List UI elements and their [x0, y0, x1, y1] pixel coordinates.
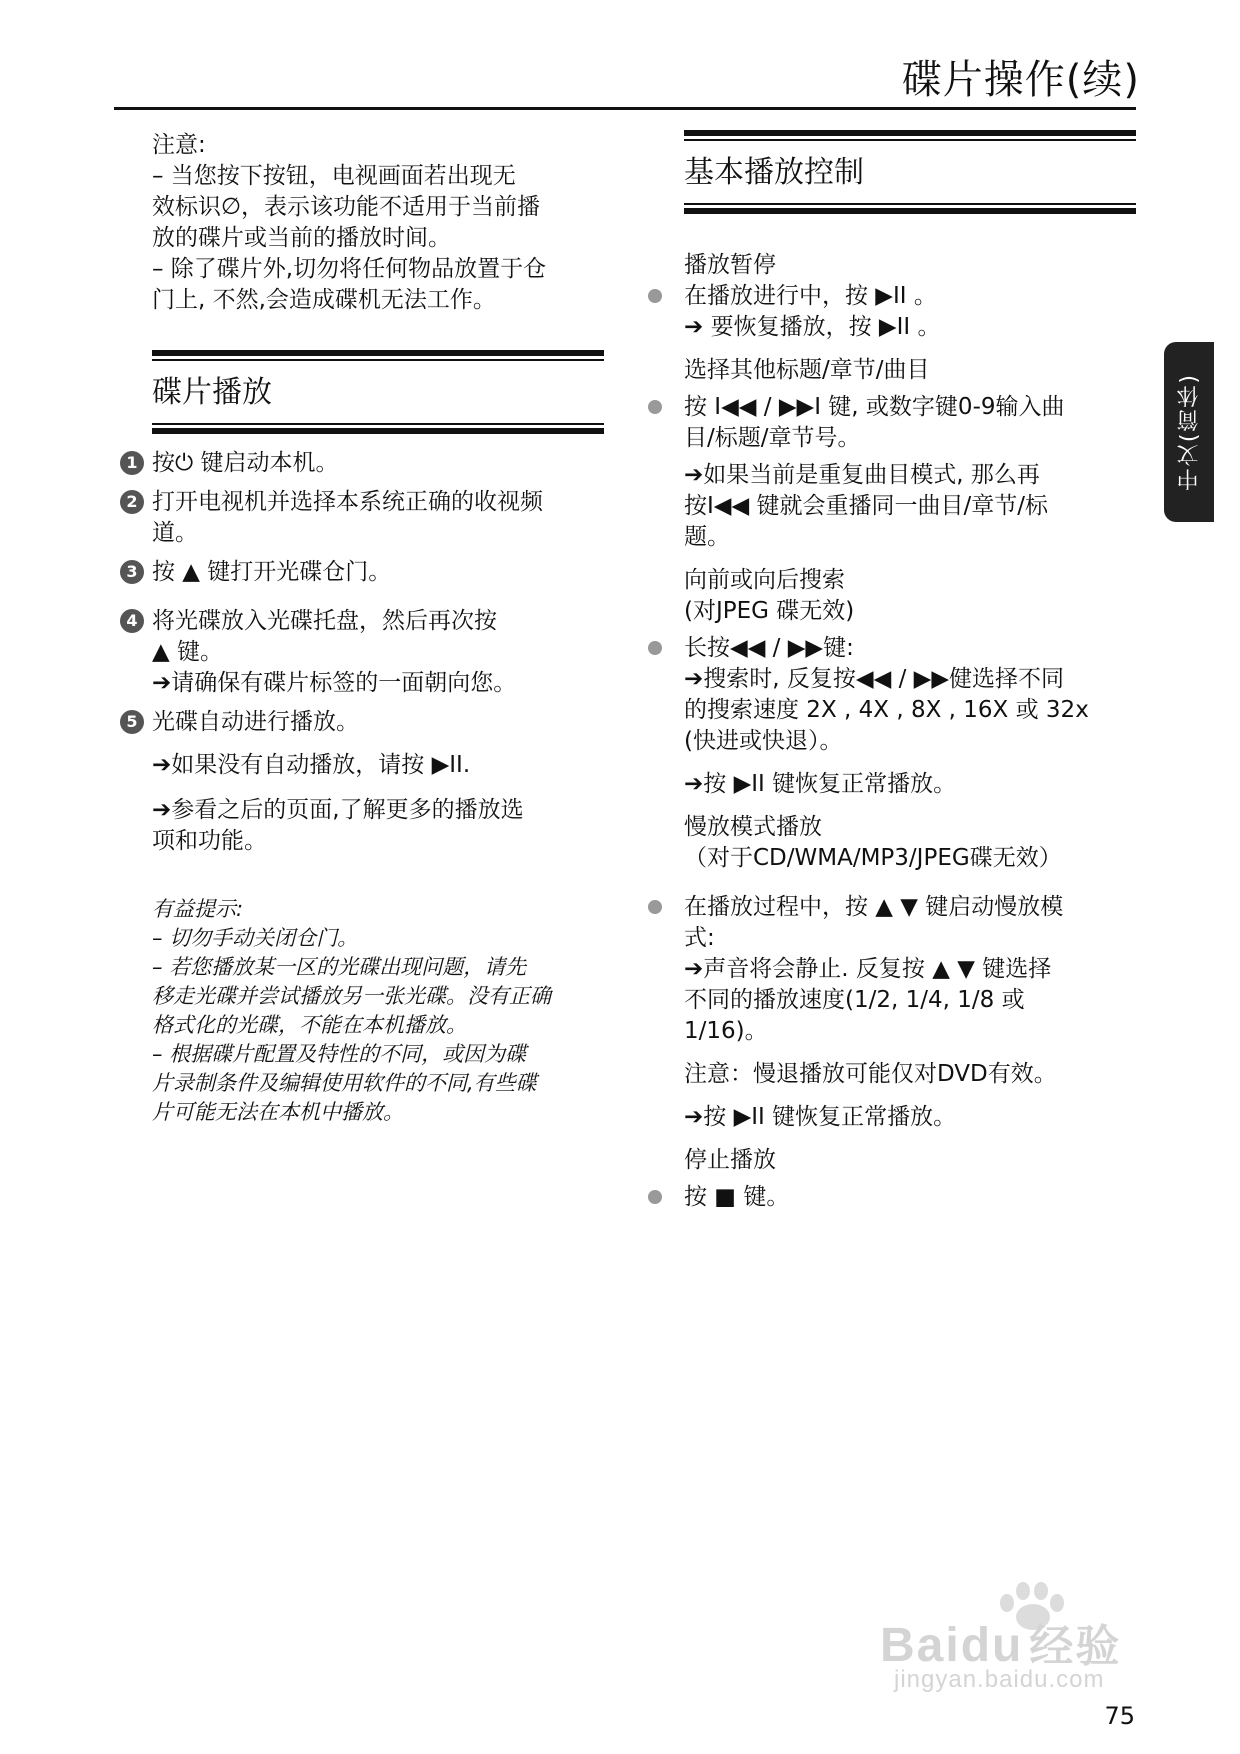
bullet-icon [648, 900, 662, 914]
step-text: ▲ 键。 [152, 639, 223, 665]
header-rule [114, 107, 1136, 110]
step-item [120, 487, 610, 549]
stop-block [684, 1145, 1140, 1213]
helpful-tips [152, 895, 610, 1127]
bullet-item [684, 281, 1140, 312]
tips-line: – 根据碟片配置及特性的不同，或因为碟 [152, 1042, 527, 1066]
language-tab-label: 中文(简体) [1176, 373, 1202, 491]
step-item [120, 557, 610, 588]
section-rule [684, 203, 1136, 205]
note-line: 放的碟片或当前的播放时间。 [152, 225, 451, 251]
bullet-text: 按 ■ 键。 [684, 1184, 790, 1210]
bullet-text: 式: [684, 925, 715, 951]
note-title: 注意: [152, 132, 206, 158]
baidu-watermark [880, 1580, 1180, 1693]
step-sub-text: ➔参看之后的页面,了解更多的播放选 [152, 797, 524, 823]
note-line: – 当您按下按钮，电视画面若出现无 [152, 163, 516, 189]
bullet-item [684, 633, 1140, 664]
step-number-icon: 3 [120, 560, 144, 584]
sub-text: ➔搜索时, 反复按◀◀ / ▶▶健选择不同 [684, 666, 1065, 692]
sub-text: ➔按 ▶II 键恢复正常播放。 [684, 771, 957, 797]
tips-line: 片可能无法在本机中播放。 [152, 1100, 404, 1124]
bullet-icon [648, 641, 662, 655]
bullet-icon [648, 1190, 662, 1204]
steps-list [120, 448, 610, 857]
sub-text: 按I◀◀ 键就会重播同一曲目/章节/标 [684, 493, 1048, 519]
step-text: 光碟自动进行播放。 [152, 709, 359, 735]
sub-text: ➔声音将会静止. 反复按 ▲ ▼ 键选择 [684, 956, 1052, 982]
sub-text: ➔ 要恢复播放，按 ▶II 。 [684, 314, 941, 340]
bullet-text: 在播放过程中，按 ▲ ▼ 键启动慢放模 [684, 894, 1064, 920]
bullet-text: 在播放进行中，按 ▶II 。 [684, 283, 937, 309]
step-sub [120, 750, 610, 781]
slow-block [684, 812, 1140, 1133]
note-text: 注意：慢退播放可能仅对DVD有效。 [684, 1061, 1057, 1087]
step-number-icon: 1 [120, 451, 144, 475]
sub-text: (快进或快退）。 [684, 728, 843, 754]
step-sub-text: 项和功能。 [152, 828, 267, 854]
section-title: 碟片播放 [152, 375, 272, 410]
note-line: 门上, 不然,会造成碟机无法工作。 [152, 287, 496, 313]
sub-text-block [684, 460, 1140, 553]
sub-text: ➔按 ▶II 键恢复正常播放。 [684, 1104, 957, 1130]
step-text: 道。 [152, 520, 198, 546]
section-rule [152, 423, 604, 425]
page-number: 75 [1104, 1702, 1135, 1730]
step-text: 将光碟放入光碟托盘，然后再次按 [152, 608, 497, 634]
subsection-label: 播放暂停 [684, 252, 776, 278]
sub-text: 1/16)。 [684, 1018, 768, 1044]
tips-line: – 切勿手动关闭仓门。 [152, 926, 359, 950]
left-column [120, 130, 610, 1127]
subsection-label: （对于CD/WMA/MP3/JPEG碟无效） [684, 845, 1062, 871]
section-rule [684, 130, 1136, 136]
step-sub [120, 795, 610, 857]
section-header-disc-play [152, 350, 604, 434]
step-sub-text: ➔请确保有碟片标签的一面朝向您。 [152, 670, 517, 696]
pause-block [684, 250, 1140, 343]
step-number-icon: 4 [120, 609, 144, 633]
page-title: 碟片操作(续) [901, 57, 1140, 103]
select-block [684, 355, 1140, 553]
tips-line: 移走光碟并尝试播放另一张光碟。没有正确 [152, 984, 551, 1008]
step-item [120, 606, 610, 699]
note-line: – 除了碟片外,切勿将任何物品放置于仓 [152, 256, 547, 282]
section-rule [152, 350, 604, 356]
bullet-icon [648, 289, 662, 303]
sub-text: 题。 [684, 524, 730, 550]
note-block [120, 130, 610, 316]
section-title: 基本播放控制 [684, 155, 864, 190]
tips-line: 格式化的光碟，不能在本机播放。 [152, 1013, 467, 1037]
step-item [120, 448, 610, 479]
step-sub-text: ➔如果没有自动播放，请按 ▶II. [152, 752, 471, 778]
bullet-text: 目/标题/章节号。 [684, 425, 861, 451]
step-number-icon: 5 [120, 710, 144, 734]
watermark-brand [880, 1610, 1121, 1674]
subsection-label: 停止播放 [684, 1147, 776, 1173]
sub-text: 的搜索速度 2X , 4X , 8X , 16X 或 32x [684, 697, 1089, 723]
right-column [660, 130, 1140, 1213]
sub-text: 不同的播放速度(1/2, 1/4, 1/8 或 [684, 987, 1025, 1013]
tips-line: – 若您播放某一区的光碟出现问题，请先 [152, 955, 527, 979]
bullet-item [684, 892, 1140, 954]
section-header-basic-control [684, 130, 1136, 214]
tips-title: 有益提示: [152, 897, 244, 921]
step-item [120, 707, 610, 738]
section-rule [152, 428, 604, 434]
step-number-icon: 2 [120, 490, 144, 514]
step-text: 打开电视机并选择本系统正确的收视频 [152, 489, 543, 515]
tips-line: 片录制条件及编辑使用软件的不同,有些碟 [152, 1071, 537, 1095]
search-block [684, 565, 1140, 800]
subsection-label: 慢放模式播放 [684, 814, 822, 840]
step-text: 按⏻ 键启动本机。 [152, 450, 339, 476]
note-line: 效标识∅，表示该功能不适用于当前播 [152, 194, 541, 220]
subsection-label: 选择其他标题/章节/曲目 [684, 357, 930, 383]
step-text: 按 ▲ 键打开光碟仓门。 [152, 559, 392, 585]
bullet-text: 长按◀◀ / ▶▶键: [684, 635, 854, 661]
bullet-item [684, 1182, 1140, 1213]
watermark-brand-text: Baidu [880, 1619, 1024, 1672]
bullet-icon [648, 400, 662, 414]
language-tab [1164, 342, 1214, 522]
subsection-label: 向前或向后搜索 [684, 567, 845, 593]
section-rule [684, 208, 1136, 214]
watermark-brand-cn: 经验 [1029, 1622, 1122, 1671]
watermark-url: jingyan.baidu.com [894, 1666, 1105, 1693]
bullet-text: 按 I◀◀ / ▶▶I 键, 或数字键0-9输入曲 [684, 394, 1065, 420]
sub-text: ➔如果当前是重复曲目模式, 那么再 [684, 462, 1040, 488]
subsection-label: (对JPEG 碟无效) [684, 598, 855, 624]
bullet-item [684, 392, 1140, 454]
